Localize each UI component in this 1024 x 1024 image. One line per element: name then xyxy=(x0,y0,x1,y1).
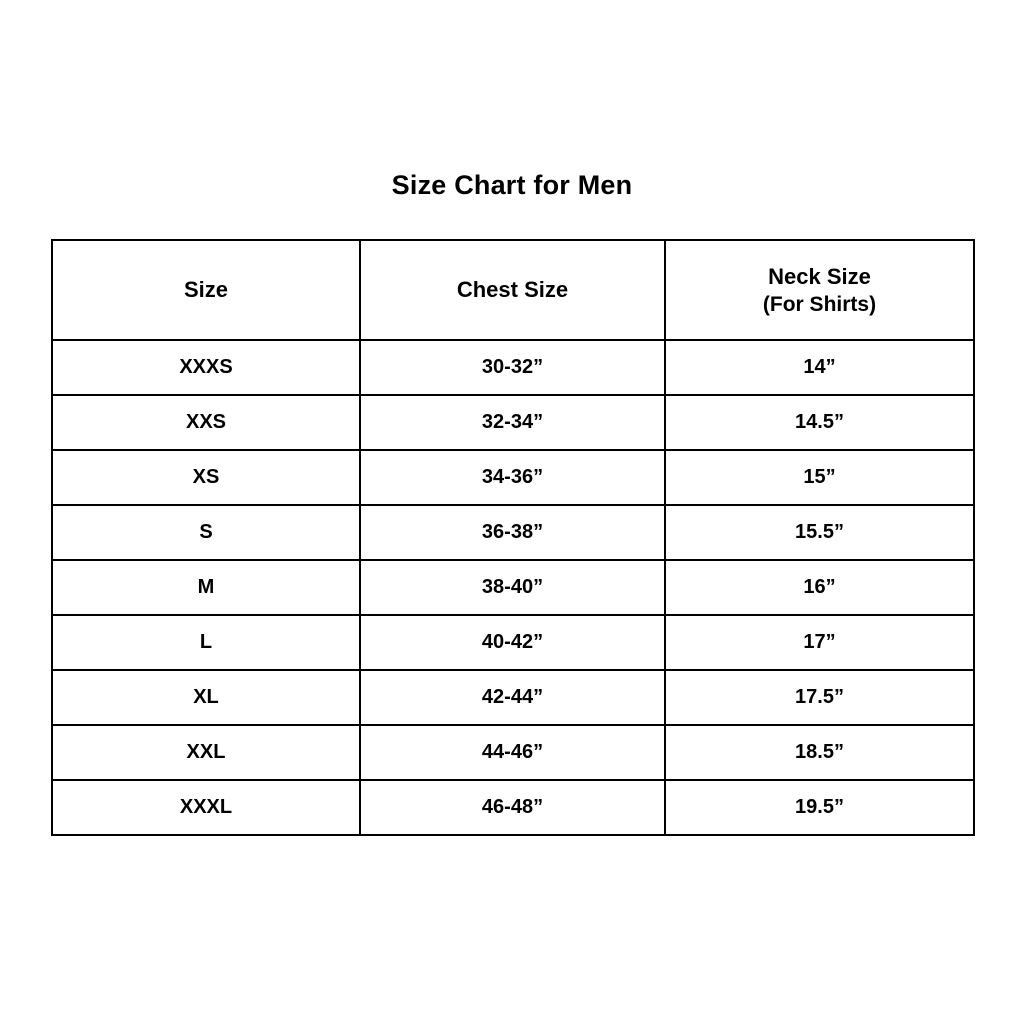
cell-neck: 17” xyxy=(665,615,974,670)
cell-chest: 30-32” xyxy=(360,340,665,395)
table-row xyxy=(52,505,974,560)
cell-chest: 36-38” xyxy=(360,505,665,560)
table-row xyxy=(52,725,974,780)
cell-size: XXL xyxy=(52,725,360,780)
cell-size: XXXS xyxy=(52,340,360,395)
cell-chest: 32-34” xyxy=(360,395,665,450)
cell-size: M xyxy=(52,560,360,615)
column-header-chest-size xyxy=(360,240,665,340)
table-row xyxy=(52,340,974,395)
cell-size: L xyxy=(52,615,360,670)
page-title: Size Chart for Men xyxy=(391,170,633,200)
table-row xyxy=(52,670,974,725)
cell-chest: 44-46” xyxy=(360,725,665,780)
column-header-size xyxy=(52,240,360,340)
size-chart-table-container xyxy=(51,239,973,836)
table-row xyxy=(52,395,974,450)
cell-size: XXXL xyxy=(52,780,360,835)
cell-size: S xyxy=(52,505,360,560)
cell-size: XL xyxy=(52,670,360,725)
cell-chest: 42-44” xyxy=(360,670,665,725)
cell-neck: 15” xyxy=(665,450,974,505)
cell-size: XXS xyxy=(52,395,360,450)
cell-size: XS xyxy=(52,450,360,505)
cell-neck: 18.5” xyxy=(665,725,974,780)
column-header-neck-size-sublabel: (For Shirts) xyxy=(762,292,877,316)
cell-neck: 14” xyxy=(665,340,974,395)
cell-neck: 19.5” xyxy=(665,780,974,835)
table-header-row xyxy=(52,240,974,340)
table-body xyxy=(52,340,974,835)
table-header xyxy=(52,240,974,340)
column-header-size-label: Size xyxy=(183,277,229,303)
table-row xyxy=(52,450,974,505)
table-row xyxy=(52,560,974,615)
cell-neck: 16” xyxy=(665,560,974,615)
table-row xyxy=(52,615,974,670)
cell-neck: 14.5” xyxy=(665,395,974,450)
cell-chest: 34-36” xyxy=(360,450,665,505)
column-header-chest-size-label: Chest Size xyxy=(456,277,569,303)
cell-neck: 17.5” xyxy=(665,670,974,725)
cell-chest: 46-48” xyxy=(360,780,665,835)
cell-neck: 15.5” xyxy=(665,505,974,560)
column-header-neck-size xyxy=(665,240,974,340)
column-header-neck-size-label: Neck Size xyxy=(768,263,871,289)
table-row xyxy=(52,780,974,835)
size-chart-table xyxy=(51,239,975,836)
cell-chest: 38-40” xyxy=(360,560,665,615)
cell-chest: 40-42” xyxy=(360,615,665,670)
